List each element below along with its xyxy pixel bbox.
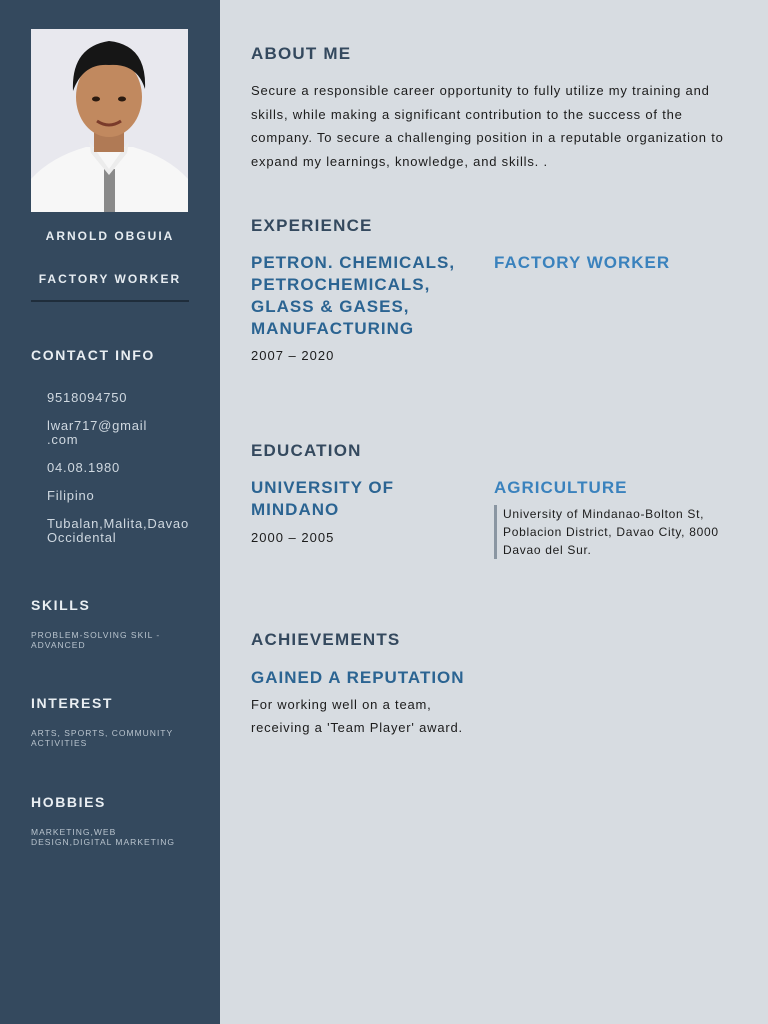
skills-text [31, 630, 196, 650]
hobbies-text [31, 827, 196, 847]
contact-email [47, 419, 207, 447]
sidebar [0, 0, 220, 1024]
skills-line1: PROBLEM-SOLVING SKIL - [31, 630, 161, 640]
experience-company-line4: MANUFACTURING [251, 319, 415, 338]
achievement-title: GAINED A REPUTATION [251, 668, 465, 687]
achievement-desc-line2: receiving a 'Team Player' award. [251, 720, 463, 735]
hobbies-line2: DESIGN,DIGITAL MARKETING [31, 837, 175, 847]
achievement-description [251, 693, 511, 739]
education-field: AGRICULTURE [494, 478, 628, 497]
achievements-heading: ACHIEVEMENTS [251, 630, 401, 649]
experience-company [251, 252, 455, 340]
contact-address-line2: Occidental [47, 530, 117, 545]
education-school-line1: UNIVERSITY OF [251, 478, 395, 497]
profile-name: ARNOLD OBGUIA [45, 229, 175, 243]
hobbies-line1: MARKETING,WEB [31, 827, 117, 837]
contact-heading: CONTACT INFO [31, 347, 155, 363]
achievement-desc-line1: For working well on a team, [251, 697, 432, 712]
profile-photo [31, 29, 188, 212]
education-heading: EDUCATION [251, 441, 362, 460]
education-school-line2: MINDANO [251, 500, 340, 519]
interest-line2: ACTIVITIES [31, 738, 88, 748]
about-heading: ABOUT ME [251, 44, 352, 63]
profile-title: FACTORY WORKER [38, 272, 182, 286]
contact-email-line2: .com [47, 432, 79, 447]
sidebar-divider [31, 300, 189, 302]
experience-heading: EXPERIENCE [251, 216, 373, 235]
interest-heading: INTEREST [31, 695, 114, 711]
experience-dates: 2007 – 2020 [251, 348, 335, 363]
interest-text [31, 728, 196, 748]
about-text: Secure a responsible career opportunity to fully utilize my training and skills, while making a significant contribution to the success of the company. To secure a challenging position in a reputable organization to expand my learnings, knowledge, and skills. . [251, 83, 724, 169]
interest-line1: ARTS, SPORTS, COMMUNITY [31, 728, 174, 738]
contact-birthdate: 04.08.1980 [47, 460, 121, 475]
contact-email-line1: lwar717@gmail [47, 418, 148, 433]
contact-address [47, 517, 207, 545]
hobbies-heading: HOBBIES [31, 794, 106, 810]
skills-heading: SKILLS [31, 597, 91, 613]
skills-line2: ADVANCED [31, 640, 86, 650]
education-dates: 2000 – 2005 [251, 530, 335, 545]
experience-role: FACTORY WORKER [494, 253, 671, 272]
experience-company-line3: GLASS & GASES, [251, 297, 410, 316]
education-school [251, 477, 394, 521]
contact-nationality: Filipino [47, 488, 95, 503]
experience-company-line2: PETROCHEMICALS, [251, 275, 431, 294]
profile-photo-image [31, 29, 188, 212]
education-address-line3: Davao del Sur. [503, 543, 592, 557]
education-address [494, 505, 753, 559]
contact-phone: 9518094750 [47, 390, 128, 405]
education-address-line1: University of Mindanao-Bolton St, [503, 507, 705, 521]
contact-address-line1: Tubalan,Malita,Davao [47, 516, 189, 531]
education-address-line2: Poblacion District, Davao City, 8000 [503, 525, 719, 539]
experience-company-line1: PETRON. CHEMICALS, [251, 253, 456, 272]
